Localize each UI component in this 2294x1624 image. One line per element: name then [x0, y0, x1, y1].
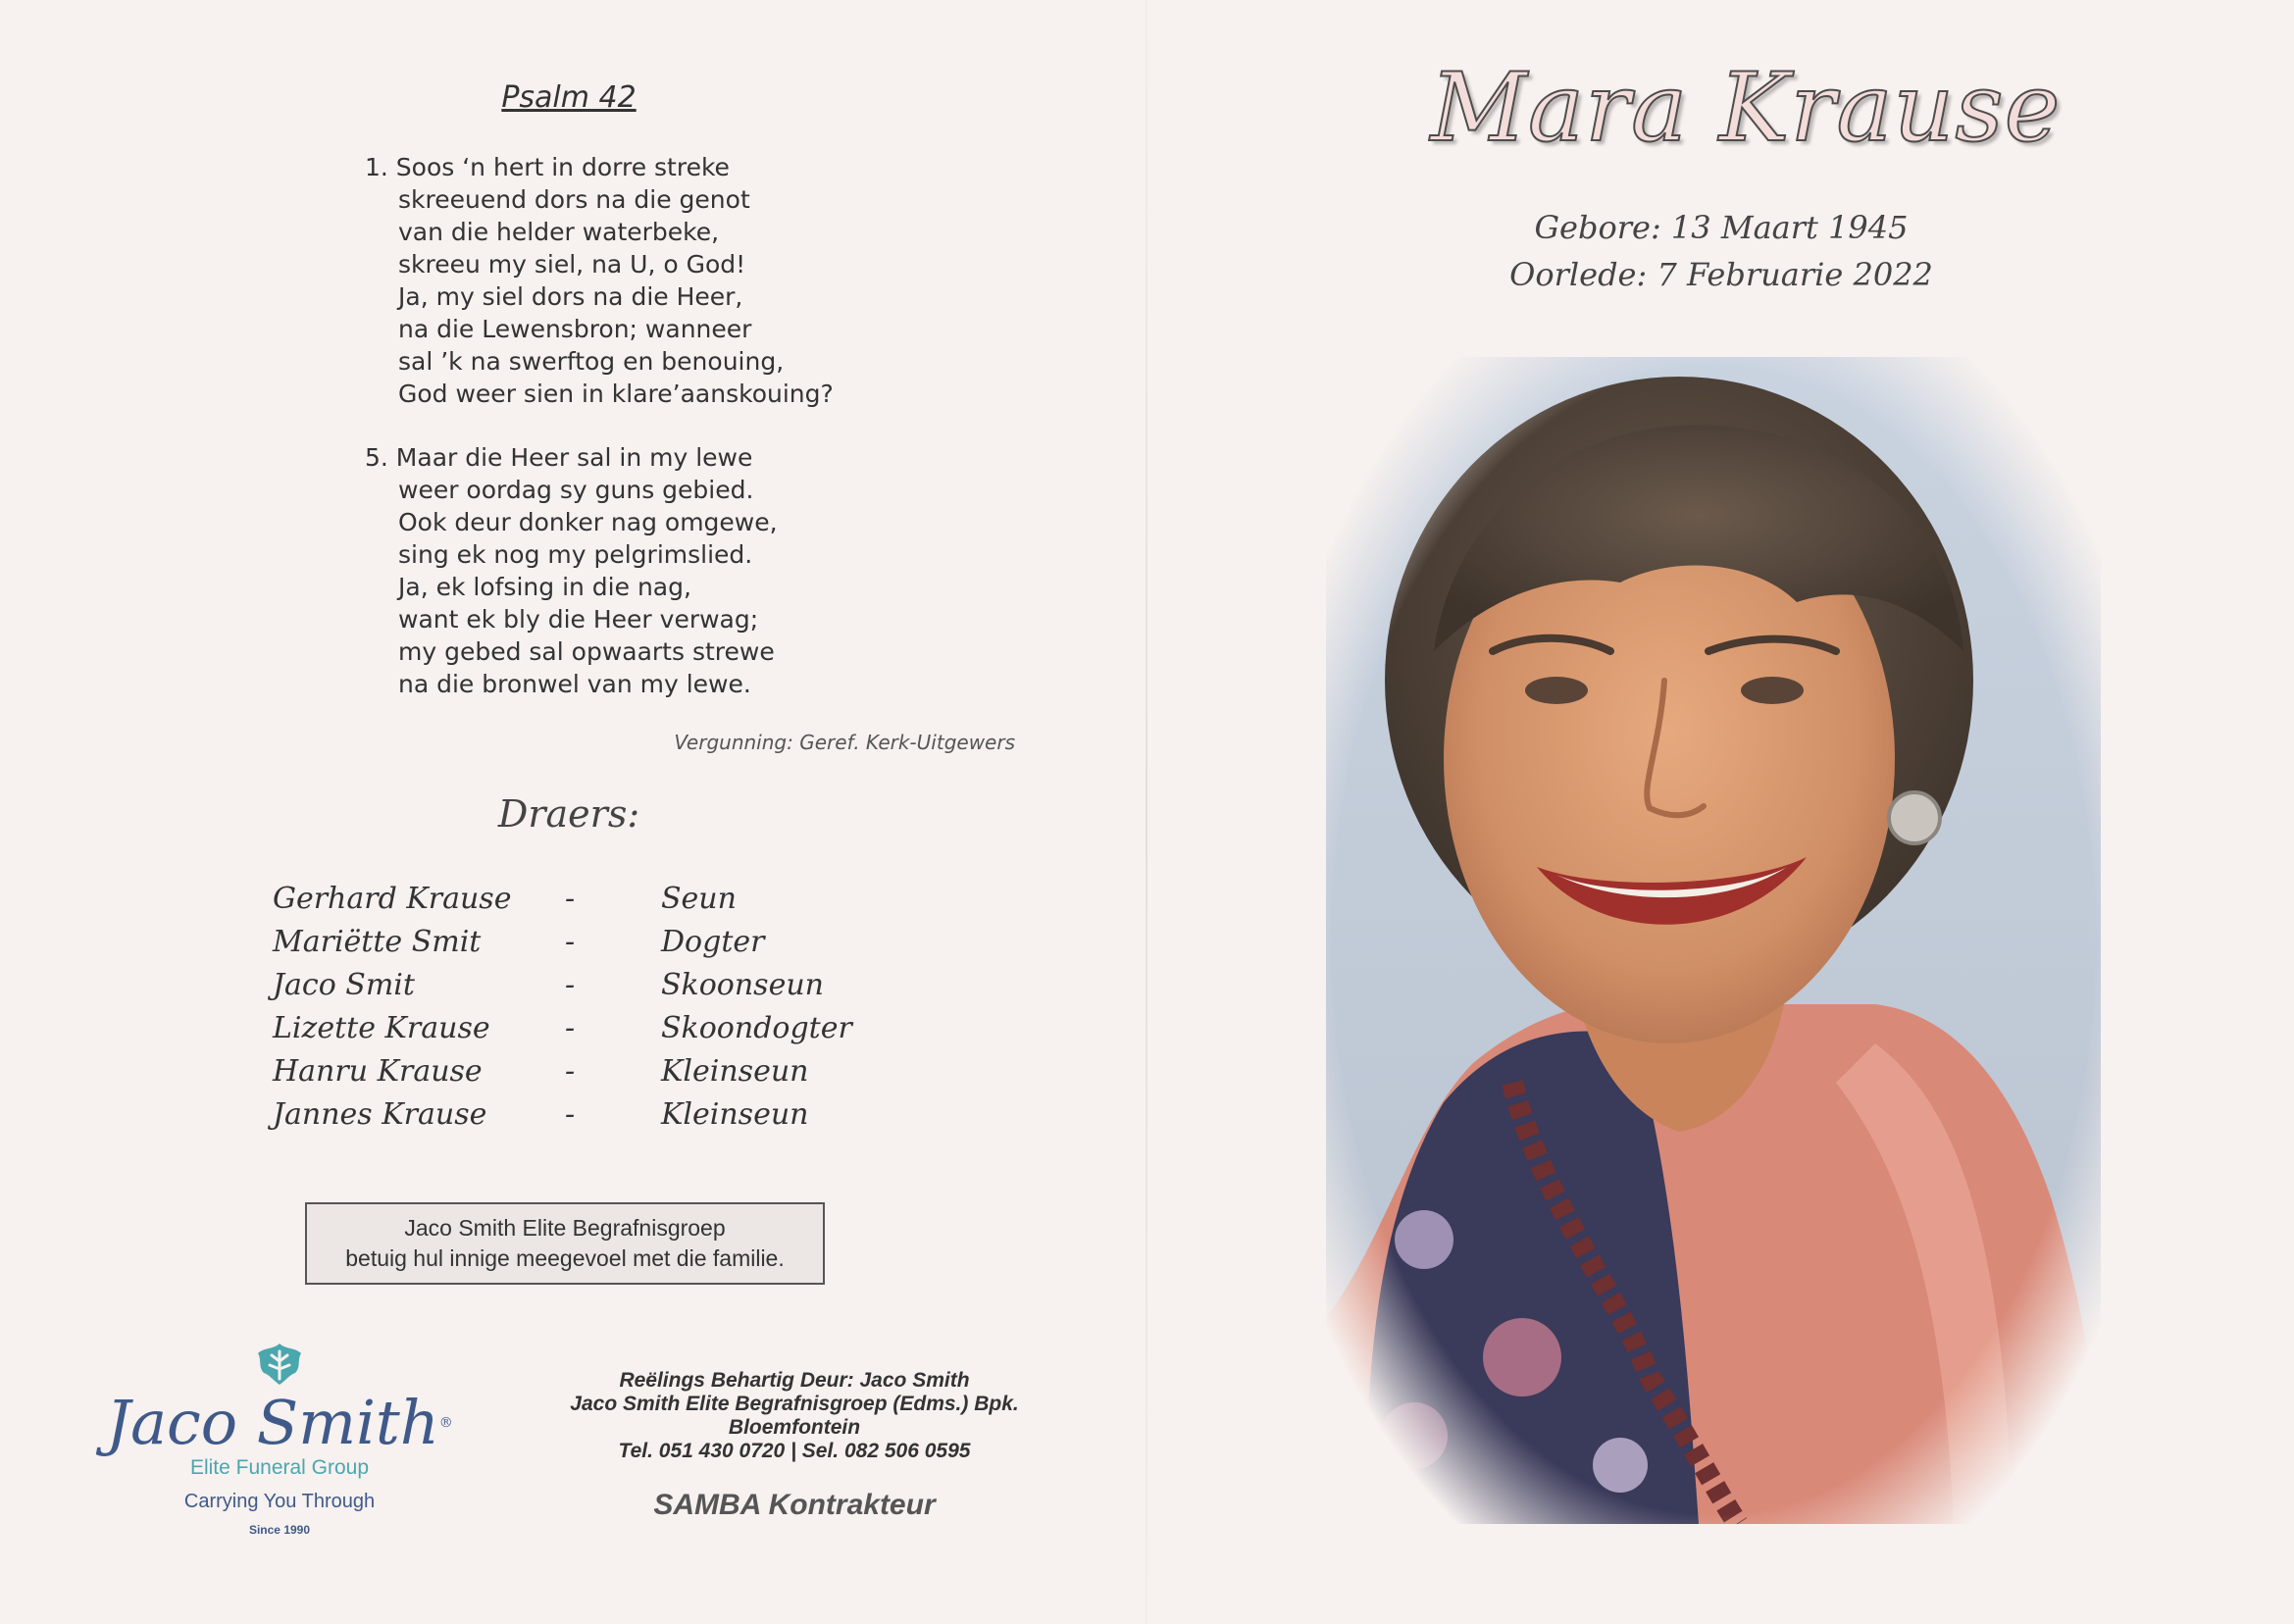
leaf-emblem-icon — [252, 1340, 307, 1389]
deceased-name: Mara Krause — [1430, 53, 2062, 163]
condolence-line: Jaco Smith Elite Begrafnisgroep — [404, 1215, 726, 1241]
bearer-name: Hanru Krause — [273, 1053, 483, 1089]
verse-line: na die Lewensbron; wanneer — [398, 315, 752, 343]
portrait-photo — [1326, 357, 2101, 1524]
logo-brand — [103, 1387, 456, 1458]
verse-line: 1. Soos ‘n hert in dorre streke — [365, 153, 730, 181]
bearer-name: Mariëtte Smit — [273, 924, 482, 959]
arrangements-line: Jaco Smith Elite Begrafnisgroep (Edms.) Bpk. — [570, 1393, 1019, 1415]
verse-line: Ook deur donker nag omgewe, — [398, 508, 778, 536]
verse-line: God weer sien in klare’aanskouing? — [398, 380, 834, 408]
verse-line: my gebed sal opwaarts strewe — [398, 637, 775, 666]
verse-line: Ja, ek lofsing in die nag, — [398, 573, 691, 601]
bearer-relation: Seun — [661, 881, 737, 916]
verse-line: Ja, my siel dors na die Heer, — [398, 282, 743, 311]
psalm-verse-5 — [365, 441, 953, 700]
bearer-row — [273, 1049, 852, 1092]
verse-line: na die bronwel van my lewe. — [398, 670, 751, 698]
verse-line: skreeu my siel, na U, o God! — [398, 250, 746, 279]
bearer-separator: - — [565, 1053, 576, 1089]
condolence-line: betuig hul innige meegevoel met die familie. — [345, 1245, 785, 1271]
psalm-title: Psalm 42 — [501, 80, 637, 115]
death-date: Oorlede: 7 Februarie 2022 — [1509, 256, 1933, 293]
samba-contractor: SAMBA Kontrakteur — [653, 1489, 936, 1521]
bearer-row — [273, 1006, 852, 1049]
verse-line: want ek bly die Heer verwag; — [398, 605, 759, 634]
arrangements-line: Tel. 051 430 0720 | Sel. 082 506 0595 — [618, 1440, 971, 1462]
bearer-row — [273, 1092, 852, 1136]
verse-line: sal ’k na swerftog en benouing, — [398, 347, 785, 376]
verse-line: sing ek nog my pelgrimslied. — [398, 540, 753, 569]
page-fold — [1146, 0, 1147, 1624]
arrangements-line: Bloemfontein — [728, 1416, 861, 1439]
bearer-relation: Skoonseun — [661, 967, 824, 1002]
bearer-row — [273, 877, 852, 920]
condolence-box — [305, 1202, 825, 1285]
bearer-relation: Skoondogter — [661, 1010, 852, 1045]
bearer-relation: Dogter — [661, 924, 765, 959]
bearers-list — [273, 877, 852, 1136]
bearer-separator: - — [565, 967, 576, 1002]
bearer-row — [273, 963, 852, 1006]
bearer-name: Gerhard Krause — [273, 881, 512, 916]
logo-brand-text: Jaco Smith — [106, 1387, 439, 1458]
arrangements-block — [530, 1369, 1059, 1463]
funeral-group-logo — [103, 1340, 456, 1537]
verse-line: van die helder waterbeke, — [398, 218, 720, 246]
bearer-row — [273, 920, 852, 963]
bearer-relation: Kleinseun — [661, 1096, 809, 1132]
logo-since: Since 1990 — [248, 1523, 311, 1537]
bearers-title: Draers: — [497, 792, 640, 836]
bearer-separator: - — [565, 1096, 576, 1132]
psalm-license: Vergunning: Geref. Kerk-Uitgewers — [674, 731, 1015, 754]
bearer-name: Lizette Krause — [273, 1010, 490, 1045]
bearer-relation: Kleinseun — [661, 1053, 809, 1089]
bearer-separator: - — [565, 924, 576, 959]
logo-tagline: Carrying You Through — [183, 1491, 376, 1512]
logo-group: Elite Funeral Group — [189, 1456, 370, 1479]
verse-line: weer oordag sy guns gebied. — [398, 476, 754, 504]
verse-line: 5. Maar die Heer sal in my lewe — [365, 443, 753, 472]
verse-line: skreeuend dors na die genot — [398, 185, 750, 214]
psalm-verse-1 — [365, 151, 953, 410]
bearer-separator: - — [565, 881, 576, 916]
life-dates — [1422, 204, 2020, 298]
bearer-name: Jaco Smit — [273, 967, 415, 1002]
bearer-name: Jannes Krause — [273, 1096, 487, 1132]
arrangements-line: Reëlings Behartig Deur: Jaco Smith — [619, 1369, 970, 1392]
bearer-separator: - — [565, 1010, 576, 1045]
birth-date: Gebore: 13 Maart 1945 — [1534, 209, 1909, 246]
registered-mark: ® — [438, 1415, 453, 1431]
